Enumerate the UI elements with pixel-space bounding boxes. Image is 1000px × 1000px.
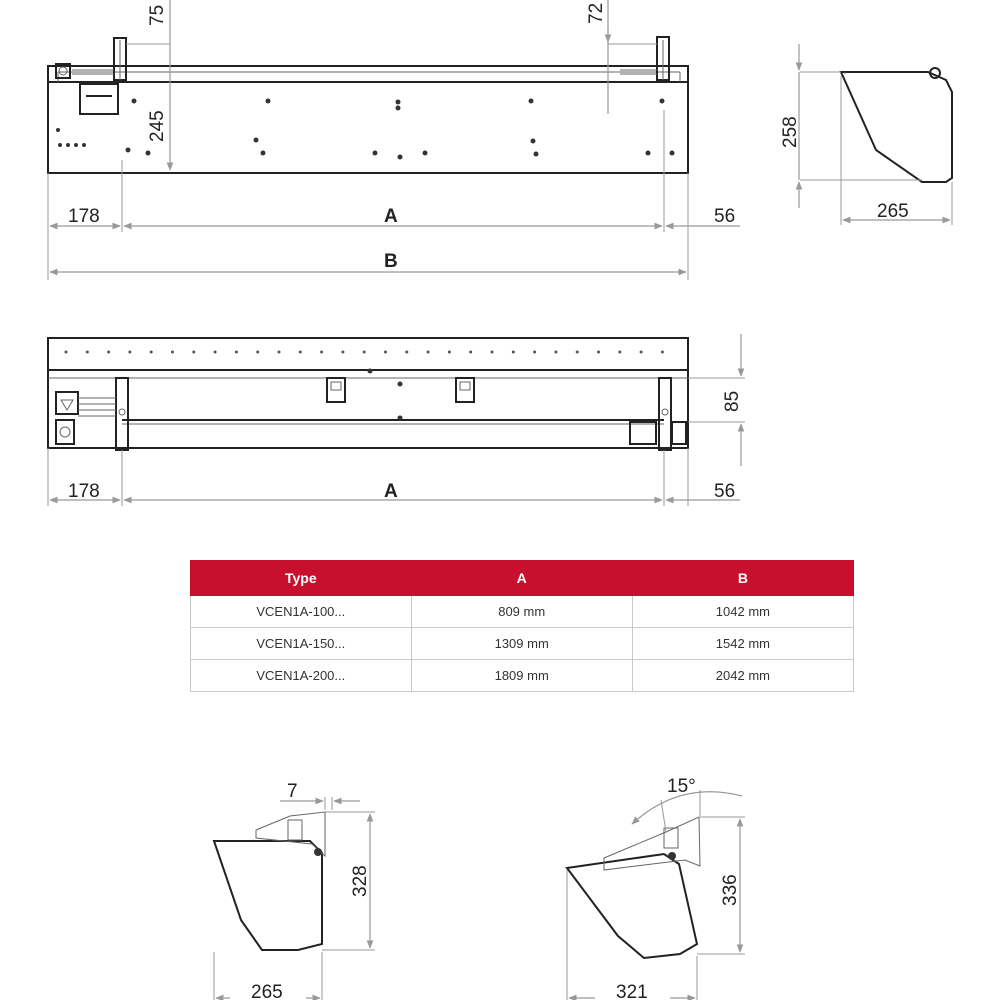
table-cell-b: 2042 mm [632, 660, 853, 692]
grille-hole [107, 351, 110, 354]
grille-hole [469, 351, 472, 354]
table-cell-a: 809 mm [411, 596, 632, 628]
top-depth-dim: 85 [722, 390, 743, 412]
side-depth-dim: 265 [877, 201, 909, 222]
mount-tilted-height-dim: 336 [720, 874, 741, 906]
table-cell-a: 1309 mm [411, 628, 632, 660]
top-right-mount [630, 378, 686, 450]
mount-straight-offset-dim: 7 [287, 781, 298, 802]
front-view [48, 0, 740, 280]
front-bracket-left-dim: 75 [147, 4, 168, 26]
grille-hole [235, 351, 238, 354]
front-b-dim: B [384, 251, 398, 272]
front-bracket-right-dim: 72 [586, 2, 607, 24]
table-cell-type: VCEN1A-200... [191, 660, 412, 692]
grille-hole [384, 351, 387, 354]
front-right-dim: 56 [714, 206, 736, 227]
top-left-dim: 178 [68, 481, 100, 502]
side-profile [841, 72, 952, 182]
mount-tilted-body [567, 854, 697, 958]
grille-hole [256, 351, 259, 354]
top-grille-holes [65, 351, 664, 354]
table-row [191, 628, 854, 660]
top-a-dim: A [384, 481, 398, 502]
mount-tilted-view [567, 776, 745, 1000]
grille-hole [427, 351, 430, 354]
grille-hole [597, 351, 600, 354]
grille-hole [661, 351, 664, 354]
grille-hole [491, 351, 494, 354]
grille-hole [192, 351, 195, 354]
mount-straight-body [214, 841, 322, 950]
grille-hole [65, 351, 68, 354]
top-view [48, 334, 745, 506]
table-cell-b: 1042 mm [632, 596, 853, 628]
top-right-dim: 56 [714, 481, 736, 502]
table-cell-type: VCEN1A-100... [191, 596, 412, 628]
grille-hole [214, 351, 217, 354]
grille-hole [341, 351, 344, 354]
mount-tilted-bracket [604, 817, 700, 870]
side-view [780, 44, 952, 225]
table-header-type: Type [191, 561, 412, 596]
table-row [191, 660, 854, 692]
mount-straight-bracket [256, 812, 325, 856]
grille-hole [320, 351, 323, 354]
grille-hole [554, 351, 557, 354]
front-control-box [80, 84, 118, 114]
grille-hole [86, 351, 89, 354]
mount-straight-height-dim: 328 [350, 865, 371, 897]
grille-hole [512, 351, 515, 354]
front-height-dim: 245 [147, 110, 168, 142]
top-left-mount [56, 378, 128, 450]
table-row [191, 596, 854, 628]
mount-tilted-depth-dim: 321 [616, 982, 648, 1000]
table-header-a: A [411, 561, 632, 596]
table-cell-a: 1809 mm [411, 660, 632, 692]
mount-tilted-angle-dim: 15° [667, 776, 696, 797]
dimension-table [190, 560, 854, 692]
side-height-dim: 258 [780, 116, 801, 148]
table-cell-b: 1542 mm [632, 628, 853, 660]
table-header-row [191, 561, 854, 596]
grille-hole [278, 351, 281, 354]
grille-hole [150, 351, 153, 354]
front-left-bracket [56, 38, 126, 80]
grille-hole [299, 351, 302, 354]
front-a-dim: A [384, 206, 398, 227]
grille-hole [640, 351, 643, 354]
mount-straight-depth-dim: 265 [251, 982, 283, 1000]
grille-hole [363, 351, 366, 354]
front-left-dim: 178 [68, 206, 100, 227]
mount-straight-view [214, 781, 375, 1000]
grille-hole [171, 351, 174, 354]
grille-hole [576, 351, 579, 354]
grille-hole [448, 351, 451, 354]
grille-hole [533, 351, 536, 354]
table-cell-type: VCEN1A-150... [191, 628, 412, 660]
table-header-b: B [632, 561, 853, 596]
grille-hole [405, 351, 408, 354]
grille-hole [618, 351, 621, 354]
top-body [48, 338, 688, 448]
front-right-bracket [620, 37, 669, 80]
grille-hole [128, 351, 131, 354]
